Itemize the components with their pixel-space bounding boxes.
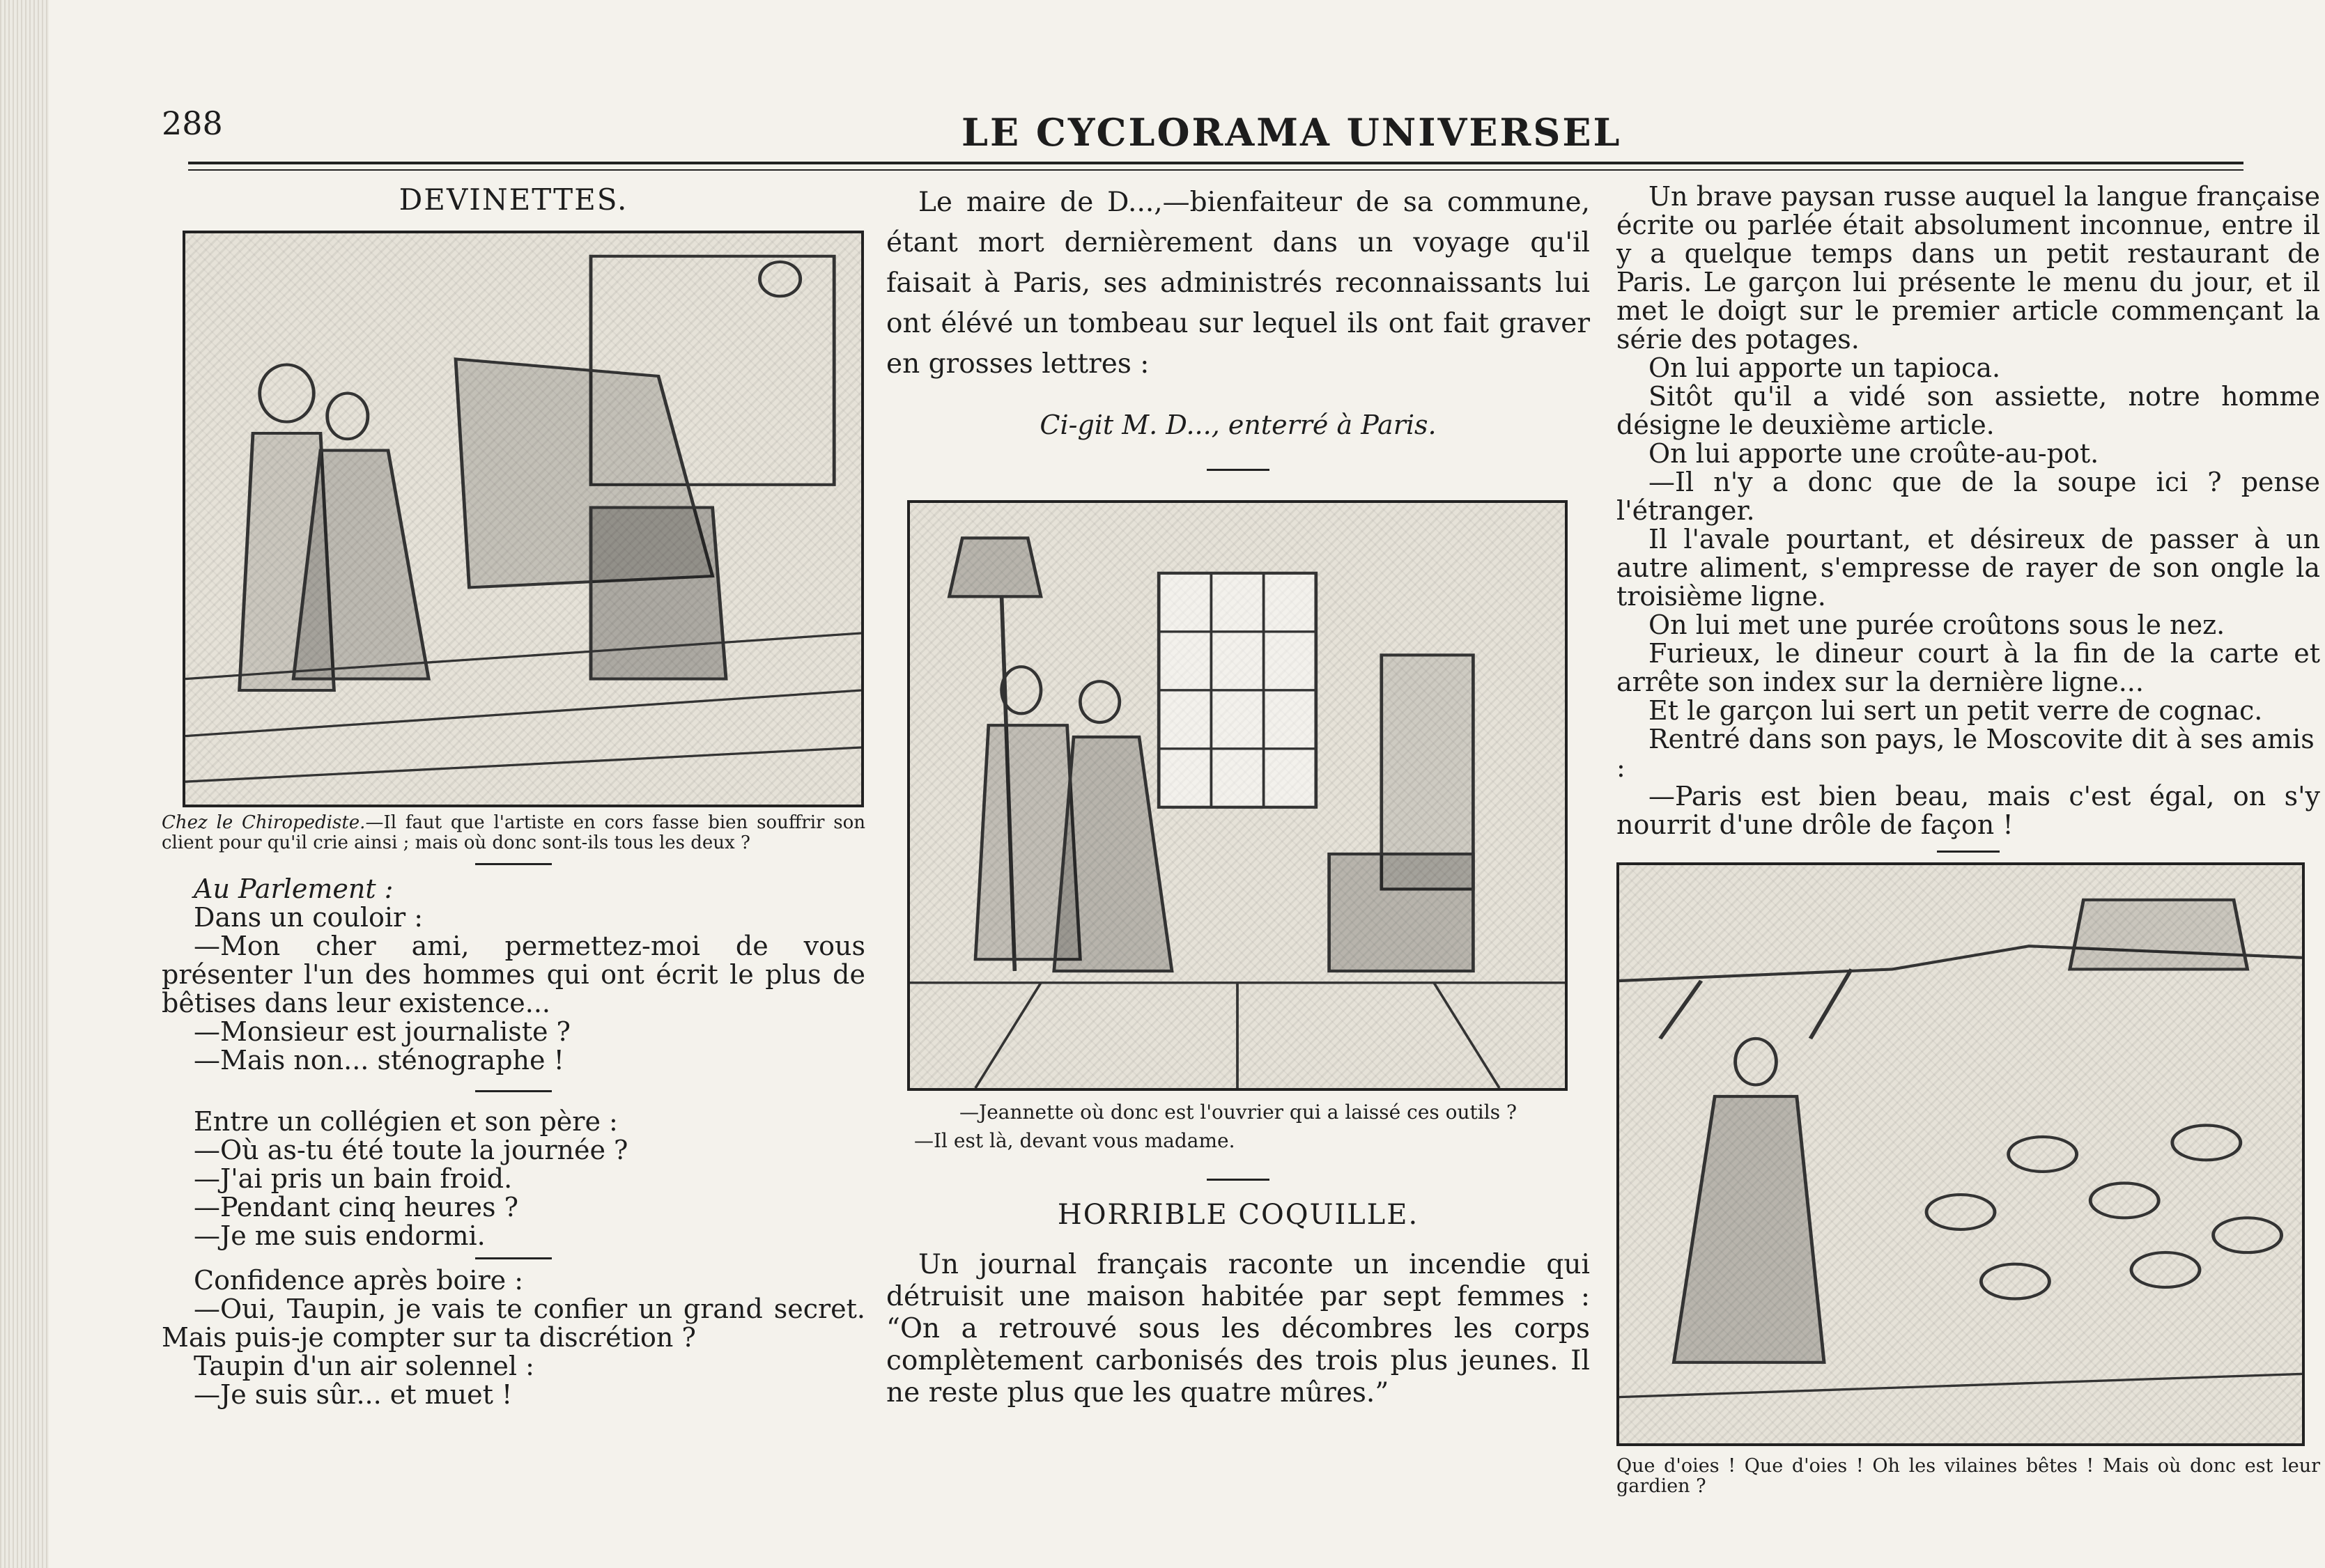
joke-line: Dans un couloir : [194, 902, 424, 933]
story-paragraph: On lui apporte un tapioca. [1648, 352, 2001, 383]
story-paragraph: —Paris est bien beau, mais c'est égal, on s'y nourrit d'une drôle de façon ! [1616, 781, 2320, 840]
separator-rule [475, 863, 552, 865]
illustration-oies [1616, 862, 2305, 1446]
column-middle [886, 183, 1590, 1409]
joke-line: —Monsieur est journaliste ? [194, 1016, 571, 1047]
caption-text: —Il faut que l'artiste en cors fasse bien souffrir son client pour qu'il crie ainsi ; mais où donc sont-ils tous les deux ? [162, 812, 865, 853]
joke-line: —Mais non... sténographe ! [194, 1045, 564, 1076]
section-heading-coquille: HORRIBLE COQUILLE. [1057, 1199, 1419, 1231]
story-paragraph: Rentré dans son pays, le Moscovite dit à ses amis : [1616, 724, 2315, 783]
caption-jeannette-2: —Il est là, devant vous madame. [914, 1129, 1235, 1152]
illustration-sketch [185, 233, 861, 805]
story-paragraph: Il l'avale pourtant, et désireux de passer à un autre aliment, s'empresse de rayer de son ongle la troisième ligne. [1616, 524, 2320, 612]
caption-lead: Chez le Chiropediste. [162, 812, 366, 833]
joke-title: Au Parlement : [194, 874, 394, 904]
joke-line: —Je me suis endormi. [194, 1220, 486, 1251]
page-number: 288 [162, 104, 223, 142]
section-heading-devinettes: DEVINETTES. [399, 183, 628, 217]
separator-rule [1207, 469, 1269, 471]
column-right [1616, 183, 2320, 1496]
column-left [162, 183, 865, 1409]
joke-line: —Pendant cinq heures ? [194, 1192, 518, 1222]
story-paragraph: Furieux, le dineur court à la fin de la carte et arrête son index sur la dernière ligne... [1616, 638, 2320, 697]
story-paragraph: On lui met une purée croûtons sous le nez. [1648, 610, 2225, 640]
caption-jeannette-1: —Jeannette où donc est l'ouvrier qui a laissé ces outils ? [959, 1101, 1517, 1124]
joke-line: Confidence après boire : [194, 1265, 524, 1296]
epitaph: Ci-git M. D..., enterré à Paris. [1040, 410, 1437, 440]
joke-collegien [162, 1108, 865, 1250]
separator-rule [1207, 1179, 1269, 1181]
caption-chiropediste [162, 813, 865, 853]
joke-confidence [162, 1266, 865, 1409]
joke-line: —Je suis sûr... et muet ! [194, 1379, 513, 1410]
separator-rule [1937, 851, 2000, 853]
caption-oies: Que d'oies ! Que d'oies ! Oh les vilaines bêtes ! Mais où donc est leur gardien ? [1616, 1455, 2320, 1497]
story-paragraph: On lui apporte une croûte-au-pot. [1648, 438, 2099, 469]
joke-line: —Mon cher ami, permettez-moi de vous présenter l'un des hommes qui ont écrit le plus de bêtises dans leur existence... [162, 931, 865, 1018]
separator-rule [475, 1257, 552, 1259]
story-paragraph: Sitôt qu'il a vidé son assiette, notre homme désigne le deuxième article. [1616, 381, 2320, 440]
illustration-sketch [1619, 865, 2302, 1443]
illustration-chiropediste [183, 231, 864, 807]
separator-rule [475, 1090, 552, 1092]
joke-line: Taupin d'un air solennel : [194, 1351, 534, 1381]
story-paragraph: Et le garçon lui sert un petit verre de cognac. [1648, 695, 2263, 726]
header-rule-thin [188, 169, 2243, 171]
joke-line: —J'ai pris un bain froid. [194, 1163, 513, 1194]
page-edge-noise [0, 0, 49, 1568]
header-rule [188, 162, 2243, 164]
joke-line: Entre un collégien et son père : [194, 1106, 618, 1137]
joke-line: —Oui, Taupin, je vais te confier un grand secret. Mais puis-je compter sur ta discrétion ? [162, 1294, 865, 1353]
story-maire: Le maire de D...,—bienfaiteur de sa commune, étant mort dernièrement dans un voyage qu'il faisait à Paris, ses administrés reconnaissants lui ont élévé un tombeau sur lequel ils ont fait graver en grosses lettres : [886, 187, 1590, 380]
story-paragraph: —Il n'y a donc que de la soupe ici ? pense l'étranger. [1616, 467, 2320, 526]
joke-parlement [162, 875, 865, 1075]
running-head: LE CYCLORAMA UNIVERSEL [961, 110, 1622, 155]
story-coquille: Un journal français raconte un incendie qui détruisit une maison habitée par sept femmes : “On a retrouvé sous les décombres les corps complètement carbonisés des trois plus jeunes. Il ne reste plus que les quatre mûres.” [886, 1249, 1590, 1408]
joke-line: —Où as-tu été toute la journée ? [194, 1135, 628, 1165]
story-paragraph: Un brave paysan russe auquel la langue française écrite ou parlée était absolument inconnue, entre il y a quelque temps dans un petit restaurant de Paris. Le garçon lui présente le menu du jour, et il met le doigt sur le premier article commençant la série des potages. [1616, 181, 2320, 355]
illustration-sketch [910, 503, 1565, 1088]
illustration-jeannette [907, 500, 1568, 1091]
